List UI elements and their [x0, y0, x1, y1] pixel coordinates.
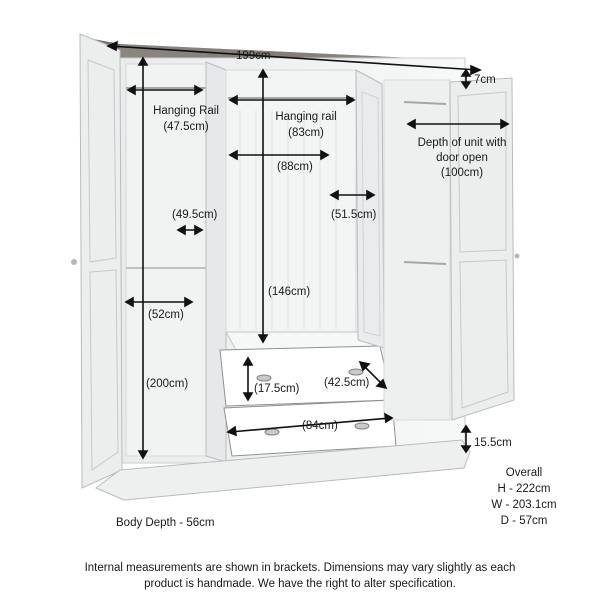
label-plinth: 15.5cm	[474, 437, 512, 449]
label-center-rail-value: (83cm)	[288, 127, 324, 139]
label-center-internal-width: (88cm)	[277, 161, 313, 173]
label-left-rail-value: (47.5cm)	[163, 121, 209, 133]
label-drawer-height: (17.5cm)	[254, 383, 300, 395]
label-center-height: (146cm)	[268, 286, 311, 298]
overall-depth: D - 57cm	[500, 515, 548, 527]
label-body-depth: Body Depth - 56cm	[116, 517, 215, 529]
label-left-shelf-width: (52cm)	[148, 309, 184, 321]
label-left-rail: Hanging Rail	[153, 105, 219, 117]
label-drawer-width: (84cm)	[302, 420, 338, 432]
label-total-width: 199cm	[236, 50, 271, 62]
label-left-height: (200cm)	[146, 378, 189, 390]
footer-line-2: product is handmade. We have the right to alter specification.	[144, 578, 456, 590]
footer-line-1: Internal measurements are shown in brackets. Dimensions may vary slightly as each	[84, 562, 516, 574]
label-door-open-line2: door open	[436, 152, 488, 164]
overall-title: Overall	[505, 467, 543, 479]
label-drawer-depth: (42.5cm)	[324, 377, 370, 389]
left-door	[80, 34, 122, 488]
label-top-cornice: 7cm	[474, 74, 496, 86]
label-left-small-depth: (49.5cm)	[172, 209, 218, 221]
label-right-small-depth: (51.5cm)	[331, 209, 377, 221]
overall-width: W - 203.1cm	[491, 499, 557, 511]
label-center-rail: Hanging rail	[275, 111, 337, 123]
label-door-open-line1: Depth of unit with	[417, 137, 507, 149]
overall-height: H - 222cm	[497, 483, 551, 495]
label-door-open-value: (100cm)	[440, 167, 484, 179]
door-knob	[71, 259, 77, 265]
